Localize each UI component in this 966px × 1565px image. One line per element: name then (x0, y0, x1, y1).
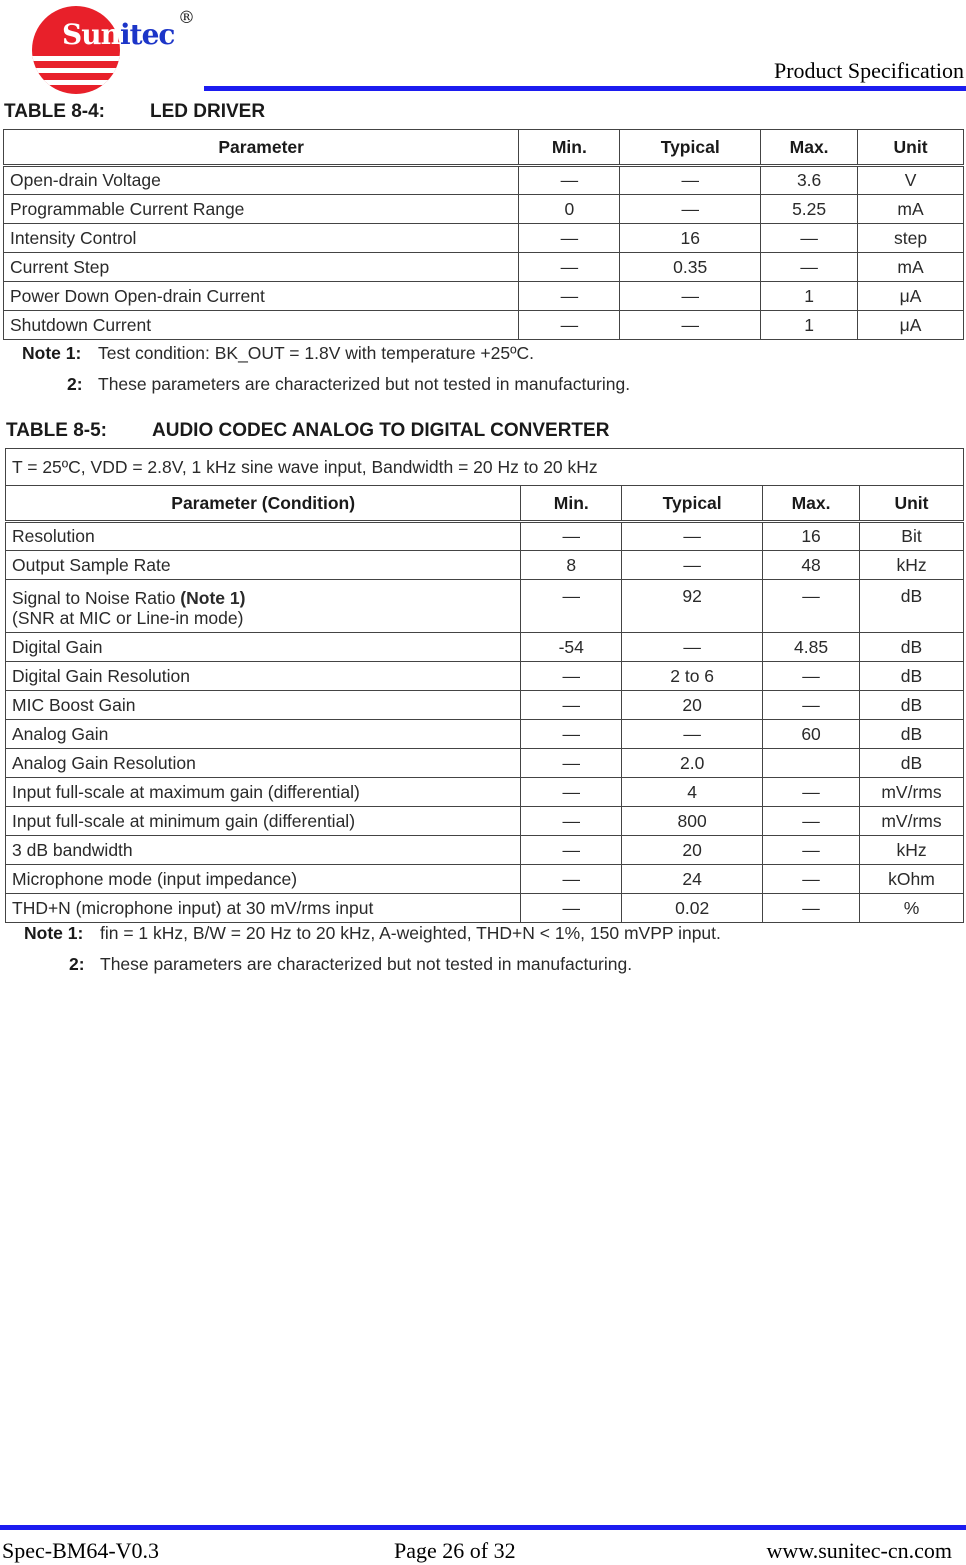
table-row (6, 749, 964, 778)
cell-min: — (521, 836, 622, 865)
cell-unit: μA (858, 282, 964, 311)
cell-typical: 0.02 (622, 894, 763, 923)
table-row (4, 195, 964, 224)
cell-parameter: 3 dB bandwidth (6, 836, 521, 865)
column-header: Max. (763, 486, 860, 522)
cell-max: — (763, 836, 860, 865)
cell-max: — (763, 778, 860, 807)
footer-page-number: Page 26 of 32 (394, 1538, 516, 1563)
cell-parameter: Intensity Control (4, 224, 519, 253)
cell-parameter (6, 580, 521, 633)
snr-label: Signal to Noise Ratio (12, 588, 176, 608)
cell-parameter: MIC Boost Gain (6, 691, 521, 720)
table1-title: LED DRIVER (150, 101, 266, 122)
cell-max: 1 (761, 311, 858, 340)
cell-unit: Bit (860, 522, 964, 551)
cell-parameter: Open-drain Voltage (4, 166, 519, 195)
cell-min: — (521, 807, 622, 836)
note-label: 2: (67, 374, 83, 394)
cell-parameter: Digital Gain (6, 633, 521, 662)
cell-unit: μA (858, 311, 964, 340)
table2-notes (24, 923, 924, 985)
table-row (6, 662, 964, 691)
cell-typical: — (622, 633, 763, 662)
cell-min: — (521, 580, 622, 633)
cell-min: — (519, 311, 620, 340)
table-header-row (6, 486, 964, 522)
cell-max: — (761, 253, 858, 282)
table-row (6, 894, 964, 923)
cell-typical: 16 (620, 224, 761, 253)
cell-max: — (763, 807, 860, 836)
cell-typical: 2 to 6 (622, 662, 763, 691)
note-label: 2: (69, 954, 85, 974)
cell-min: — (521, 778, 622, 807)
cell-typical: 92 (622, 580, 763, 633)
cell-max: 60 (763, 720, 860, 749)
header-divider (204, 86, 966, 91)
cell-typical: — (622, 551, 763, 580)
cell-max: — (763, 865, 860, 894)
table-header-row (4, 130, 964, 166)
cell-typical: 800 (622, 807, 763, 836)
snr-subtext: (SNR at MIC or Line-in mode) (12, 608, 244, 628)
cell-max: — (763, 691, 860, 720)
cell-max: 3.6 (761, 166, 858, 195)
column-header: Parameter (Condition) (6, 486, 521, 522)
note-line (24, 954, 924, 985)
table-row (4, 311, 964, 340)
table-row (6, 836, 964, 865)
cell-min: — (521, 894, 622, 923)
note-text: Test condition: BK_OUT = 1.8V with temperature +25ºC. (98, 343, 535, 363)
cell-parameter: Resolution (6, 522, 521, 551)
cell-parameter: Input full-scale at minimum gain (differential) (6, 807, 521, 836)
cell-min: — (519, 282, 620, 311)
cell-typical: — (620, 166, 761, 195)
cell-max: — (763, 580, 860, 633)
cell-unit: dB (860, 662, 964, 691)
test-condition: T = 25ºC, VDD = 2.8V, 1 kHz sine wave input, Bandwidth = 20 Hz to 20 kHz (6, 449, 964, 486)
cell-parameter: Digital Gain Resolution (6, 662, 521, 691)
cell-min: — (521, 522, 622, 551)
cell-typical: 4 (622, 778, 763, 807)
note-text: These parameters are characterized but not tested in manufacturing. (100, 954, 633, 974)
note-label: Note 1: (22, 343, 82, 363)
cell-unit: % (860, 894, 964, 923)
cell-min: — (521, 749, 622, 778)
logo-text-sun: Sun (62, 18, 120, 51)
registered-mark: ® (178, 8, 195, 28)
cell-min: 0 (519, 195, 620, 224)
column-header: Max. (761, 130, 858, 166)
table-row (6, 778, 964, 807)
table-row (4, 224, 964, 253)
cell-unit: mV/rms (860, 778, 964, 807)
table1-notes (22, 343, 922, 405)
table-row (6, 865, 964, 894)
cell-max: — (763, 662, 860, 691)
table-condition-row (6, 449, 964, 486)
cell-min: — (519, 166, 620, 195)
table1-caption (4, 101, 265, 123)
column-header: Min. (519, 130, 620, 166)
column-header: Typical (620, 130, 761, 166)
cell-min: — (521, 691, 622, 720)
cell-max: — (763, 894, 860, 923)
cell-max: 1 (761, 282, 858, 311)
note-text: fin = 1 kHz, B/W = 20 Hz to 20 kHz, A-weighted, THD+N < 1%, 150 mVPP input. (100, 923, 721, 943)
note-line (22, 343, 922, 374)
company-logo (28, 4, 198, 96)
cell-typical: — (620, 311, 761, 340)
cell-typical: 0.35 (620, 253, 761, 282)
cell-unit: mA (858, 195, 964, 224)
cell-unit: mV/rms (860, 807, 964, 836)
cell-unit: dB (860, 749, 964, 778)
cell-unit: mA (858, 253, 964, 282)
header-title: Product Specification (773, 58, 964, 83)
cell-min: — (519, 224, 620, 253)
column-header: Unit (858, 130, 964, 166)
note-label: Note 1: (24, 923, 84, 943)
cell-typical: 2.0 (622, 749, 763, 778)
table1-number: TABLE 8-4: (4, 101, 105, 122)
table-row (6, 633, 964, 662)
table-row (6, 807, 964, 836)
cell-typical: — (620, 282, 761, 311)
cell-typical: — (622, 720, 763, 749)
table-row (6, 522, 964, 551)
footer-doc-id: Spec-BM64-V0.3 (2, 1538, 160, 1563)
cell-max: 5.25 (761, 195, 858, 224)
cell-max: 16 (763, 522, 860, 551)
cell-min: — (519, 253, 620, 282)
cell-max (763, 749, 860, 778)
cell-typical: — (620, 195, 761, 224)
note-line (22, 374, 922, 405)
cell-parameter: Current Step (4, 253, 519, 282)
cell-max: 48 (763, 551, 860, 580)
cell-parameter: Shutdown Current (4, 311, 519, 340)
cell-unit: dB (860, 691, 964, 720)
table-row (6, 580, 964, 633)
column-header: Typical (622, 486, 763, 522)
cell-max: 4.85 (763, 633, 860, 662)
table-row (4, 282, 964, 311)
column-header: Min. (521, 486, 622, 522)
cell-parameter: Analog Gain Resolution (6, 749, 521, 778)
cell-parameter: Output Sample Rate (6, 551, 521, 580)
table-row (4, 253, 964, 282)
cell-unit: kOhm (860, 865, 964, 894)
cell-parameter: Power Down Open-drain Current (4, 282, 519, 311)
table-row (6, 720, 964, 749)
audio-codec-adc-table (5, 448, 964, 923)
snr-note-ref: (Note 1) (180, 588, 246, 608)
cell-typical: — (622, 522, 763, 551)
footer-website: www.sunitec-cn.com (766, 1538, 952, 1563)
cell-min: — (521, 720, 622, 749)
cell-typical: 20 (622, 691, 763, 720)
table2-caption (6, 420, 609, 442)
cell-min: -54 (521, 633, 622, 662)
cell-unit: dB (860, 633, 964, 662)
cell-parameter: Input full-scale at maximum gain (differential) (6, 778, 521, 807)
note-line (24, 923, 924, 954)
cell-unit: dB (860, 720, 964, 749)
footer-divider (0, 1525, 966, 1530)
table-row (6, 691, 964, 720)
cell-min: — (521, 865, 622, 894)
column-header: Parameter (4, 130, 519, 166)
cell-unit: step (858, 224, 964, 253)
cell-max: — (761, 224, 858, 253)
table-row (6, 551, 964, 580)
cell-parameter: Programmable Current Range (4, 195, 519, 224)
table2-title: AUDIO CODEC ANALOG TO DIGITAL CONVERTER (152, 420, 610, 441)
table-row (4, 166, 964, 195)
cell-parameter: THD+N (microphone input) at 30 mV/rms input (6, 894, 521, 923)
cell-min: 8 (521, 551, 622, 580)
led-driver-table (3, 129, 964, 340)
cell-unit: kHz (860, 836, 964, 865)
note-text: These parameters are characterized but not tested in manufacturing. (98, 374, 631, 394)
cell-parameter: Analog Gain (6, 720, 521, 749)
logo-text-itec: itec (120, 18, 175, 51)
cell-min: — (521, 662, 622, 691)
cell-typical: 24 (622, 865, 763, 894)
table2-number: TABLE 8-5: (6, 420, 107, 441)
cell-parameter: Microphone mode (input impedance) (6, 865, 521, 894)
cell-unit: dB (860, 580, 964, 633)
cell-unit: kHz (860, 551, 964, 580)
cell-typical: 20 (622, 836, 763, 865)
cell-unit: V (858, 166, 964, 195)
column-header: Unit (860, 486, 964, 522)
